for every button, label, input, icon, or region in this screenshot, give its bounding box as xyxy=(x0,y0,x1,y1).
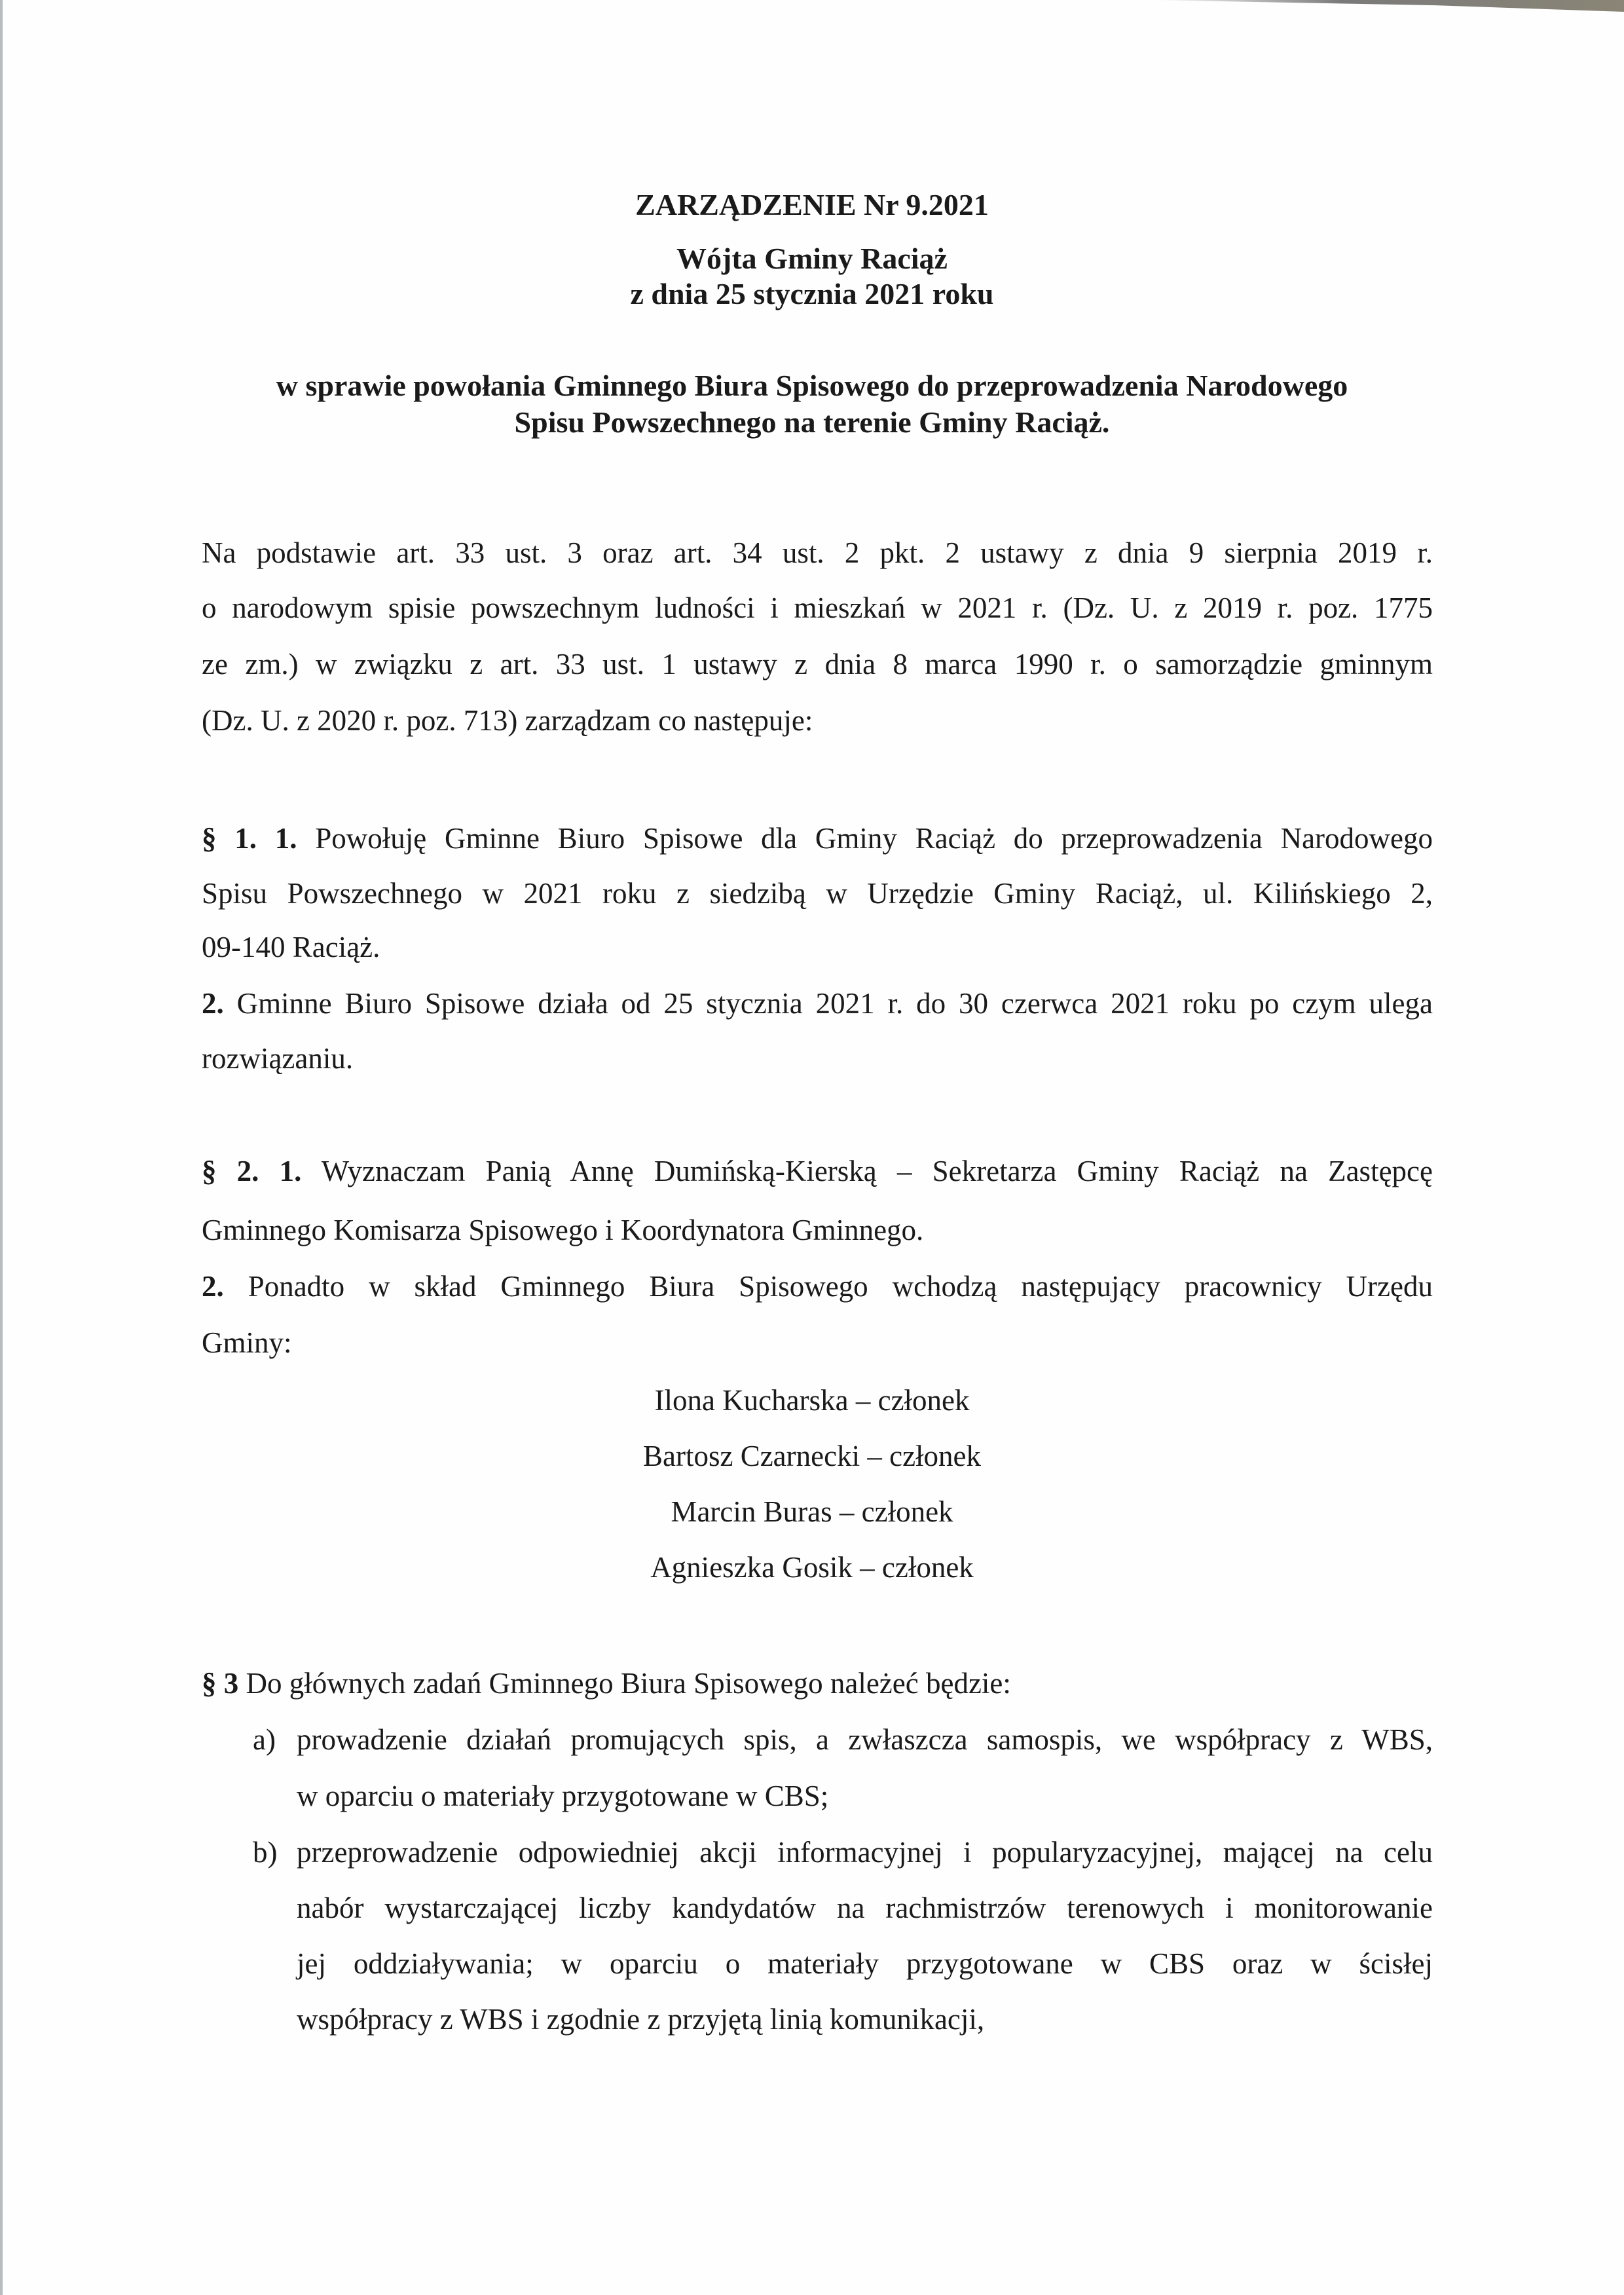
list-item-letter-b: b) xyxy=(253,1836,278,1869)
section1-paragraph2-line1: 2. Gminne Biuro Spisowe działa od 25 stycznia 2021 r. do 30 czerwca 2021 roku po czym ulega xyxy=(202,987,1433,1020)
task-item-b-line2: nabór wystarczającej liczby kandydatów na rachmistrzów terenowych i monitorowanie xyxy=(297,1892,1433,1924)
list-item-letter-a: a) xyxy=(253,1723,276,1756)
section2-marker: § 2. 1. xyxy=(202,1155,302,1187)
document-subject-line1: w sprawie powołania Gminnego Biura Spisowego do przeprowadzenia Narodowego xyxy=(276,369,1348,402)
preamble-line: Na podstawie art. 33 ust. 3 oraz art. 34 ust. 2 pkt. 2 ustawy z dnia 9 sierpnia 2019 r. xyxy=(202,536,1433,569)
task-item-a-line2: w oparciu o materiały przygotowane w CBS; xyxy=(297,1780,829,1812)
section1-paragraph2-line2: rozwiązaniu. xyxy=(202,1042,354,1075)
member-list-item: Agnieszka Gosik – członek xyxy=(650,1551,974,1584)
scan-edge-shadow xyxy=(0,0,3,2295)
section2-paragraph2-line1: 2. Ponadto w skład Gminnego Biura Spisowego wchodzą następujący pracownicy Urzędu xyxy=(202,1270,1433,1303)
section1-p2-marker: 2. xyxy=(202,987,224,1020)
task-item-a-line1: prowadzenie działań promujących spis, a zwłaszcza samospis, we współpracy z WBS, xyxy=(297,1723,1433,1756)
preamble-line: ze zm.) w związku z art. 33 ust. 1 ustawy z dnia 8 marca 1990 r. o samorządzie gminnym xyxy=(202,648,1433,681)
document-subject-line2: Spisu Powszechnego na terenie Gminy Raciąż. xyxy=(514,405,1110,439)
section2-paragraph2-line2: Gminy: xyxy=(202,1326,292,1359)
section2-paragraph1-line1: § 2. 1. Wyznaczam Panią Annę Dumińską-Kierską – Sekretarza Gminy Raciąż na Zastępcę xyxy=(202,1155,1433,1187)
section1-paragraph1-line2: Spisu Powszechnego w 2021 roku z siedzibą w Urzędzie Gminy Raciąż, ul. Kilińskiego 2, xyxy=(202,877,1433,910)
document-title: ZARZĄDZENIE Nr 9.2021 xyxy=(635,188,989,221)
section3-marker: § 3 xyxy=(202,1667,239,1700)
section1-marker: § 1. 1. xyxy=(202,822,297,855)
task-item-b-line3: jej oddziaływania; w oparciu o materiały przygotowane w CBS oraz w ścisłej xyxy=(297,1947,1433,1980)
section2-paragraph1-line2: Gminnego Komisarza Spisowego i Koordynatora Gminnego. xyxy=(202,1214,924,1246)
preamble-line: o narodowym spisie powszechnym ludności i mieszkań w 2021 r. (Dz. U. z 2019 r. poz. 1775 xyxy=(202,591,1433,624)
member-list-item: Marcin Buras – członek xyxy=(671,1495,953,1528)
task-item-b-line1: przeprowadzenie odpowiedniej akcji informacyjnej i popularyzacyjnej, mającej na celu xyxy=(297,1836,1433,1869)
member-list-item: Bartosz Czarnecki – członek xyxy=(642,1440,982,1472)
document-issuer: Wójta Gminy Raciąż xyxy=(676,242,948,275)
scan-corner-shadow xyxy=(1153,0,1624,12)
section2-p2-marker: 2. xyxy=(202,1270,224,1303)
section1-paragraph1-line1: § 1. 1. Powołuję Gminne Biuro Spisowe dla Gminy Raciąż do przeprowadzenia Narodowego xyxy=(202,822,1433,855)
preamble-line: (Dz. U. z 2020 r. poz. 713) zarządzam co następuje: xyxy=(202,704,813,737)
member-list-item: Ilona Kucharska – członek xyxy=(654,1384,970,1417)
section1-paragraph1-line3: 09-140 Raciąż. xyxy=(202,931,380,963)
document-date: z dnia 25 stycznia 2021 roku xyxy=(630,277,994,310)
task-item-b-line4: współpracy z WBS i zgodnie z przyjętą linią komunikacji, xyxy=(297,2003,985,2036)
section3-intro: § 3 Do głównych zadań Gminnego Biura Spisowego należeć będzie: xyxy=(202,1667,1011,1700)
